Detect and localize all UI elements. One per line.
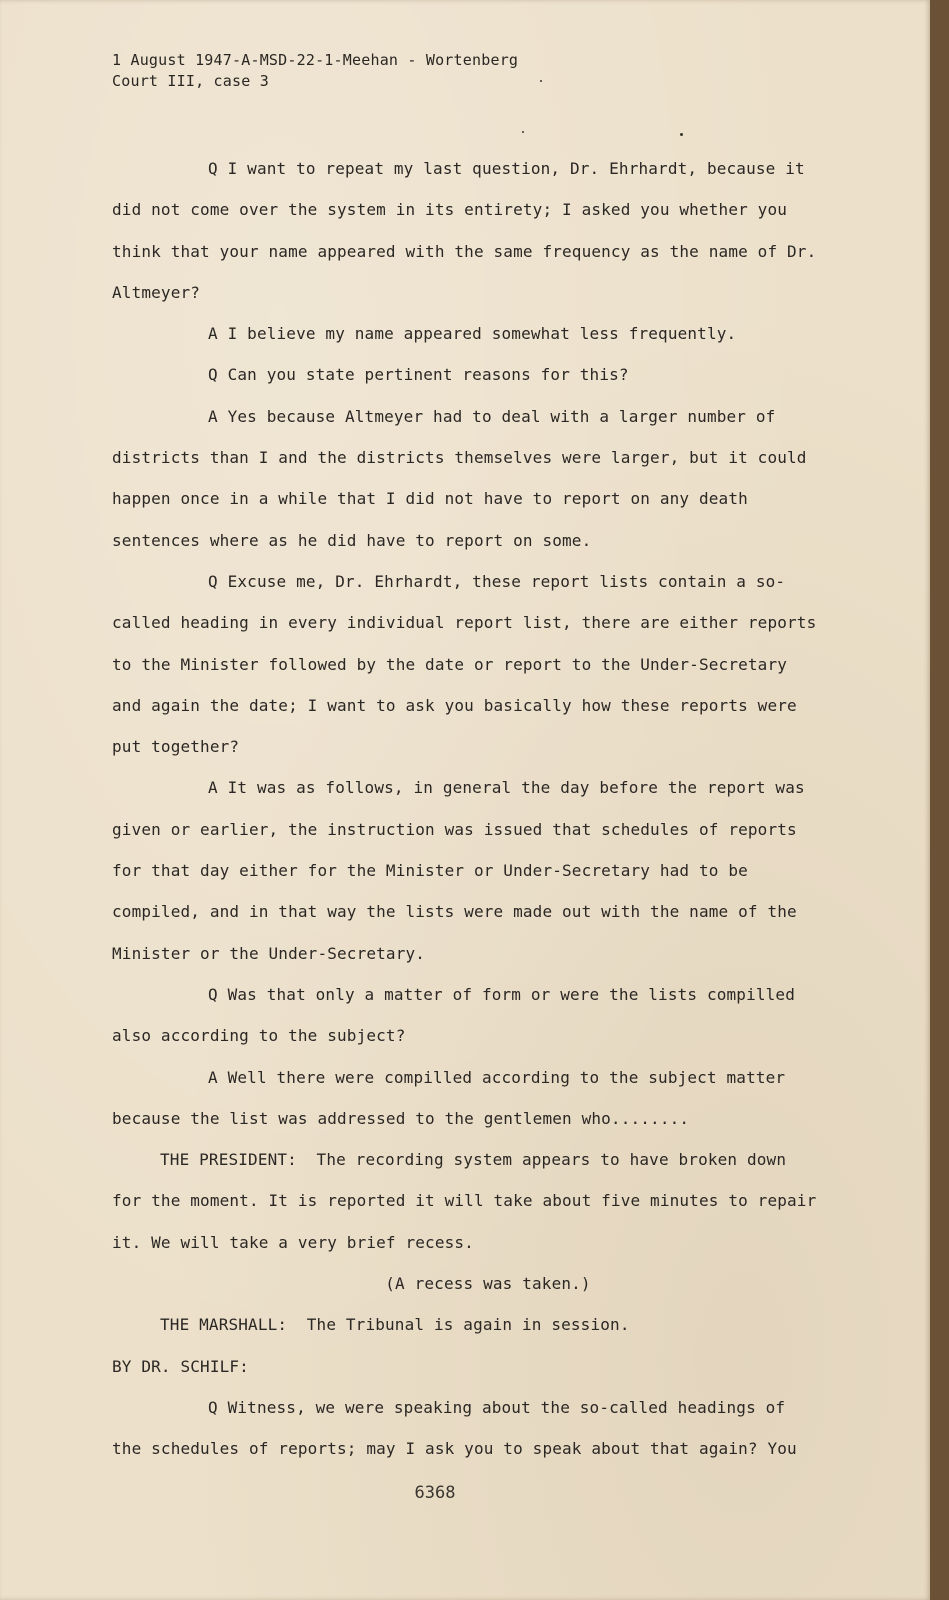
speaker-label: THE MARSHALL: xyxy=(160,1315,288,1335)
question-paragraph xyxy=(112,148,824,313)
speaker-label: A xyxy=(208,324,218,344)
paragraph-text: Witness, we were speaking about the so-called headings of the schedules of reports; may I ask you to speak about that again? You xyxy=(112,1397,797,1459)
paragraph-text: I believe my name appeared somewhat less frequently. xyxy=(227,324,737,344)
speaker-label: Q xyxy=(208,1397,218,1417)
paragraph-text: BY DR. SCHILF: xyxy=(112,1356,249,1376)
speaker-label: A xyxy=(208,778,218,798)
question-paragraph xyxy=(112,561,824,767)
paper-fleck xyxy=(680,133,683,136)
header-court-line: Court III, case 3 xyxy=(112,72,269,90)
speaker-label: THE PRESIDENT: xyxy=(160,1150,297,1170)
answer-paragraph xyxy=(112,313,824,354)
speaker-label: Q xyxy=(208,365,218,385)
transcript-body xyxy=(112,148,824,1470)
header-date-line: 1 August 1947-A-MSD-22-1-Meehan - Wortenberg xyxy=(112,51,519,69)
question-paragraph xyxy=(112,354,824,395)
marshall-paragraph xyxy=(112,1304,824,1345)
examiner-heading xyxy=(112,1346,824,1387)
paper-fleck xyxy=(522,131,524,133)
question-paragraph xyxy=(112,1387,824,1470)
paragraph-text: Well there were compilled according to the subject matter because the list was addressed to the gentlemen who........ xyxy=(112,1067,786,1128)
paragraph-text: It was as follows, in general the day before the report was given or earlier, the instruction was issued that schedules of reports for that day either for the Minister or Under-Secretary had to be compiled, and in that way the lists were made out with the name of the Minister or the Under-Secretary. xyxy=(112,778,805,963)
paragraph-text: Yes because Altmeyer had to deal with a larger number of districts than I and the districts themselves were larger, but it could happen once in a while that I did not have to report on any death sentences where as he did have to report on some. xyxy=(112,406,807,550)
paragraph-text: The Tribunal is again in session. xyxy=(306,1315,630,1335)
speaker-label: A xyxy=(208,1067,218,1087)
answer-paragraph xyxy=(112,767,824,973)
speaker-label: A xyxy=(208,406,218,426)
speaker-label: Q xyxy=(208,984,218,1004)
question-paragraph xyxy=(112,974,824,1057)
paper-fleck xyxy=(540,80,542,82)
paragraph-text: Excuse me, Dr. Ehrhardt, these report lists contain a so-called heading in every individual report list, there are either reports to the Minister followed by the date or report to the Under-Secretary and again the date; I want to ask you basically how these reports were put together? xyxy=(112,571,817,757)
paragraph-text: (A recess was taken.) xyxy=(385,1274,591,1294)
answer-paragraph xyxy=(112,1057,824,1140)
president-paragraph xyxy=(112,1139,824,1263)
paragraph-text: I want to repeat my last question, Dr. Ehrhardt, because it did not come over the system in its entirety; I asked you whether you think that your name appeared with the same frequency as the name of Dr. Altmeyer? xyxy=(112,159,817,302)
page-number: 6368 xyxy=(414,1483,456,1503)
paragraph-text: The recording system appears to have broken down for the moment. It is reported it will take about five minutes to repair it. We will take a very brief recess. xyxy=(112,1150,817,1252)
answer-paragraph xyxy=(112,396,824,561)
paragraph-text: Can you state pertinent reasons for this? xyxy=(227,365,629,385)
speaker-label: Q xyxy=(208,571,218,591)
transcript-header xyxy=(112,50,518,92)
recess-note xyxy=(112,1263,824,1304)
paragraph-text: Was that only a matter of form or were the lists compilled also according to the subject? xyxy=(112,984,795,1046)
speaker-label: Q xyxy=(208,159,218,178)
